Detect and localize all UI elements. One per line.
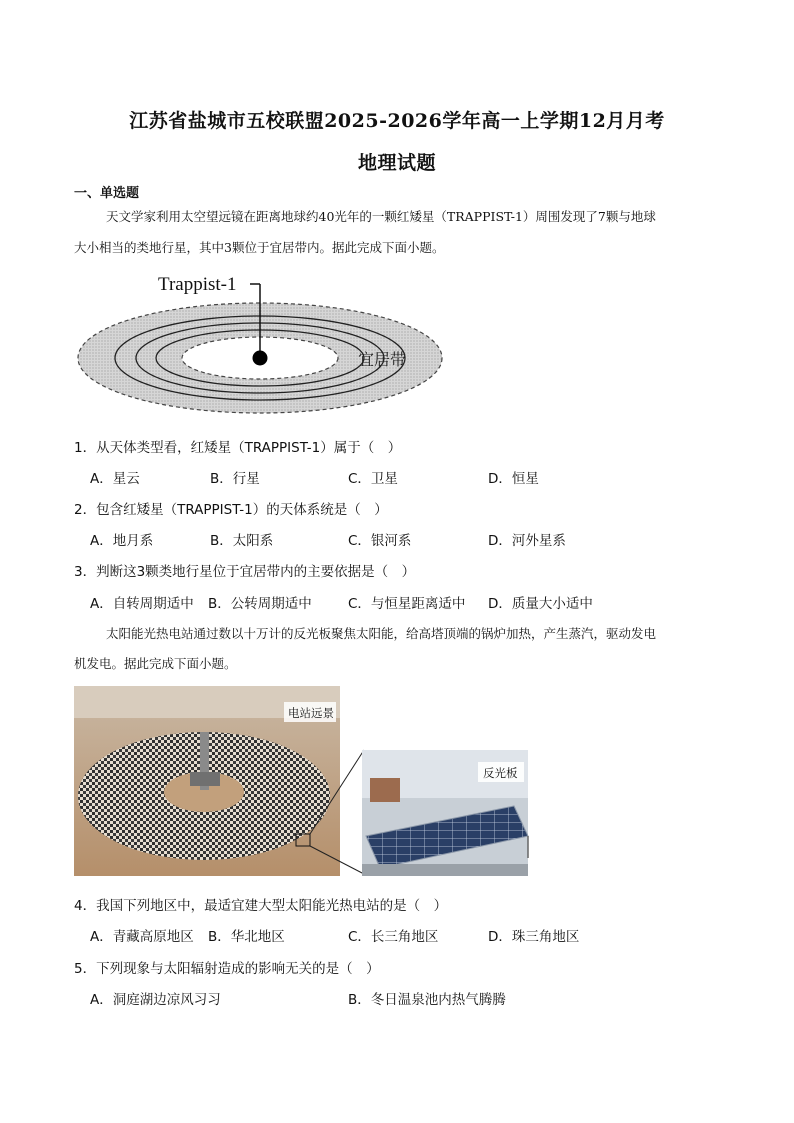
solar-plant-figure [74, 686, 530, 878]
q1-option-b: B．行星 [210, 471, 260, 487]
star-dot [253, 351, 268, 366]
passage-1-line-2: 大小相当的类地行星，其中3颗位于宜居带内。据此完成下面小题。 [74, 240, 445, 255]
reflector-panels-photo [362, 750, 528, 876]
passage-1-line-1: 天文学家利用太空望远镜在距离地球约40光年的一颗红矮星（TRAPPIST-1）周围发现了7颗与地球 [106, 209, 656, 224]
q3-option-d: D．质量大小适中 [488, 596, 593, 612]
habitable-zone-diagram [74, 268, 450, 418]
question-1: 1．从天体类型看，红矮星（TRAPPIST-1）属于（ ） [74, 440, 402, 456]
q2-option-c: C．银河系 [348, 533, 412, 549]
q3-option-b: B．公转周期适中 [208, 596, 312, 612]
plant-overview-photo [74, 686, 340, 876]
q1-option-d: D．恒星 [488, 471, 539, 487]
q5-option-a: A．洞庭湖边凉风习习 [90, 992, 221, 1008]
passage-2-line-1: 太阳能光热电站通过数以十万计的反光板聚焦太阳能，给高塔顶端的锅炉加热，产生蒸汽，驱动发电 [106, 626, 657, 641]
q2-option-a: A．地月系 [90, 533, 154, 549]
habitable-zone-label: 宜居带 [358, 350, 407, 369]
question-2: 2．包含红矮星（TRAPPIST-1）的天体系统是（ ） [74, 502, 388, 518]
reflector-label: 反光板 [483, 766, 518, 780]
q2-option-b: B．太阳系 [210, 533, 274, 549]
section-heading: 一、单选题 [74, 186, 140, 201]
q3-option-c: C．与恒星距离适中 [348, 596, 466, 612]
q2-option-d: D．河外星系 [488, 533, 566, 549]
question-5: 5．下列现象与太阳辐射造成的影响无关的是（ ） [74, 961, 380, 977]
q5-option-b: B．冬日温泉池内热气腾腾 [348, 992, 506, 1008]
star-label: Trappist-1 [158, 274, 237, 295]
q4-option-a: A．青藏高原地区 [90, 929, 194, 945]
page-subtitle: 地理试题 [357, 152, 436, 174]
q4-option-c: C．长三角地区 [348, 929, 439, 945]
q1-option-a: A．星云 [90, 471, 140, 487]
q1-option-c: C．卫星 [348, 471, 398, 487]
question-4: 4．我国下列地区中，最适宜建大型太阳能光热电站的是（ ） [74, 898, 448, 914]
q4-option-d: D．珠三角地区 [488, 929, 580, 945]
question-3: 3．判断这3颗类地行星位于宜居带内的主要依据是（ ） [74, 564, 416, 580]
passage-2-line-2: 机发电。据此完成下面小题。 [74, 656, 237, 671]
q4-option-b: B．华北地区 [208, 929, 285, 945]
q3-option-a: A．自转周期适中 [90, 596, 194, 612]
overview-label: 电站远景 [288, 706, 334, 720]
page-title: 江苏省盐城市五校联盟2025-2026学年高一上学期12月月考 [129, 110, 665, 132]
